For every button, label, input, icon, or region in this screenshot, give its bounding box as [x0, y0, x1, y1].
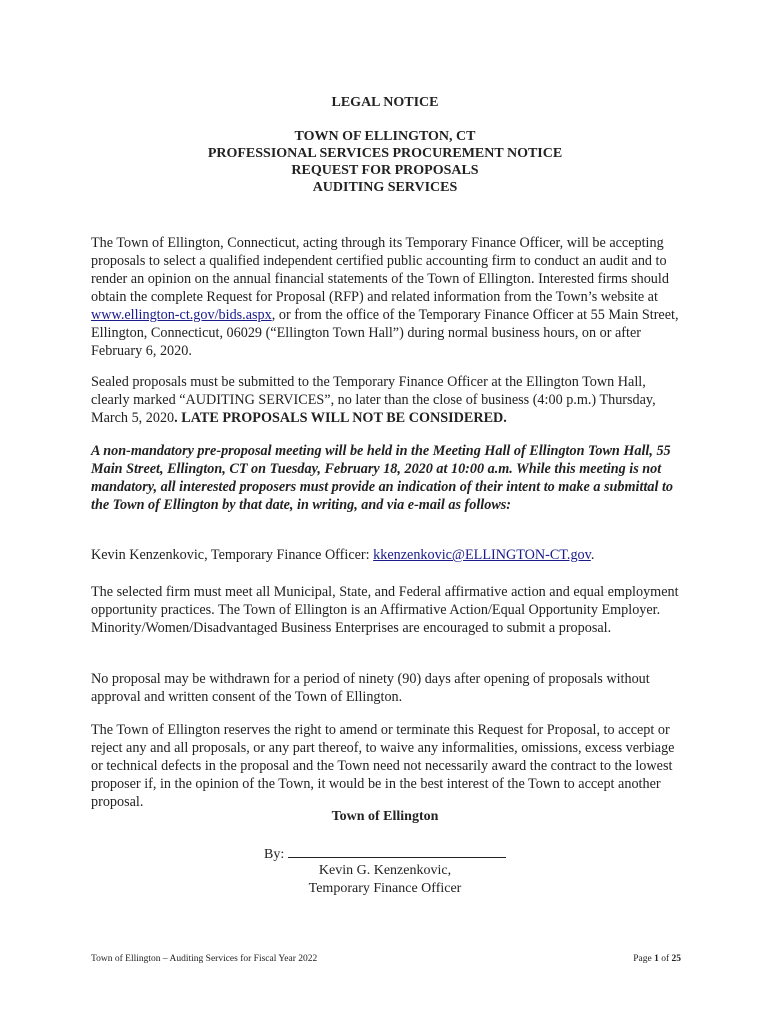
paragraph-contact [91, 546, 683, 564]
signature-blank-line [288, 845, 506, 858]
footer-document-title: Town of Ellington – Auditing Services for Fiscal Year 2022 [91, 954, 318, 964]
footer-page-number [633, 954, 681, 964]
page-prefix: Page [633, 954, 655, 964]
paragraph-pre-proposal-meeting: A non-mandatory pre-proposal meeting will be held in the Meeting Hall of Ellington Town Hall, 55 Main Street, Ellington, CT on Tuesday, February 18, 2020 at 10:00 a.m. While this meeting is not mandatory, all interested proposers must provide an indication of their intent to make a submittal to the Town of Ellington by that date, in writing, and via e-mail as follows: [91, 443, 673, 513]
signatory-block [0, 862, 770, 898]
title-line-auditing: AUDITING SERVICES [312, 180, 458, 195]
page-total: 25 [671, 954, 681, 964]
intro-text-b: , or from the office of the Temporary Finance Officer at 55 Main Street, Ellington, Connecticut, 06029 (“Ellington Town Hall”) during normal business hours, on or after February 6, 2020. [91, 307, 679, 359]
contact-text: Kevin Kenzenkovic, Temporary Finance Officer: [91, 547, 374, 563]
late-proposals-warning: . LATE PROPOSALS WILL NOT BE CONSIDERED. [174, 410, 507, 426]
paragraph-submission [91, 373, 683, 427]
paragraph-withdrawal: No proposal may be withdrawn for a period of ninety (90) days after opening of proposals without approval and written consent of the Town of Ellington. [91, 671, 650, 705]
signatory-title: Temporary Finance Officer [308, 881, 462, 896]
signature-by-line [264, 845, 506, 863]
paragraph-intro [91, 234, 683, 360]
paragraph-affirmative-action: The selected firm must meet all Municipal, State, and Federal affirmative action and equal employment opportunity practices. The Town of Ellington is an Affirmative Action/Equal Opportunity Employer. Minority/Women/Disadvantaged Business Enterprises are encouraged to submit a proposal. [91, 584, 679, 636]
contact-end: . [590, 547, 595, 563]
signature-by-label: By: [264, 847, 285, 862]
title-line-procurement: PROFESSIONAL SERVICES PROCUREMENT NOTICE [207, 146, 563, 161]
title-line-town: TOWN OF ELLINGTON, CT [294, 129, 476, 144]
page-of: of [658, 954, 672, 964]
bids-website-link[interactable]: www.ellington-ct.gov/bids.aspx [91, 307, 272, 323]
legal-notice-title: LEGAL NOTICE [331, 95, 439, 110]
contact-email-link[interactable]: kkenzenkovic@ELLINGTON-CT.gov [373, 547, 591, 563]
paragraph-reservation-of-rights: The Town of Ellington reserves the right to amend or terminate this Request for Proposal, to accept or reject any and all proposals, or any part thereof, to waive any informalities, omissions, excess verbiage or technical defects in the proposal and the Town need not necessarily award the contract to the lowest proposer if, in the opinion of the Town, it would be in the best interest of the Town to accept another proposal. [91, 722, 675, 810]
submission-text: Sealed proposals must be submitted to the Temporary Finance Officer at the Ellington Town Hall, clearly marked “AUDITING SERVICES”, no later than the close of business (4:00 p.m.) Thursday, March 5, 2020 [91, 374, 656, 426]
notice-title-block [0, 128, 770, 196]
intro-text-a: The Town of Ellington, Connecticut, acting through its Temporary Finance Officer, will be accepting proposals to select a qualified independent certified public accounting firm to conduct an audit and to render an opinion on the annual financial statements of the Town of Ellington. Interested firms should obtain the complete Request for Proposal (RFP) and related information from the Town’s website at [91, 235, 669, 305]
title-line-rfp: REQUEST FOR PROPOSALS [291, 163, 479, 178]
page-current: 1 [654, 954, 659, 964]
signature-organization: Town of Ellington [331, 809, 439, 824]
signatory-name: Kevin G. Kenzenkovic, [318, 863, 452, 878]
